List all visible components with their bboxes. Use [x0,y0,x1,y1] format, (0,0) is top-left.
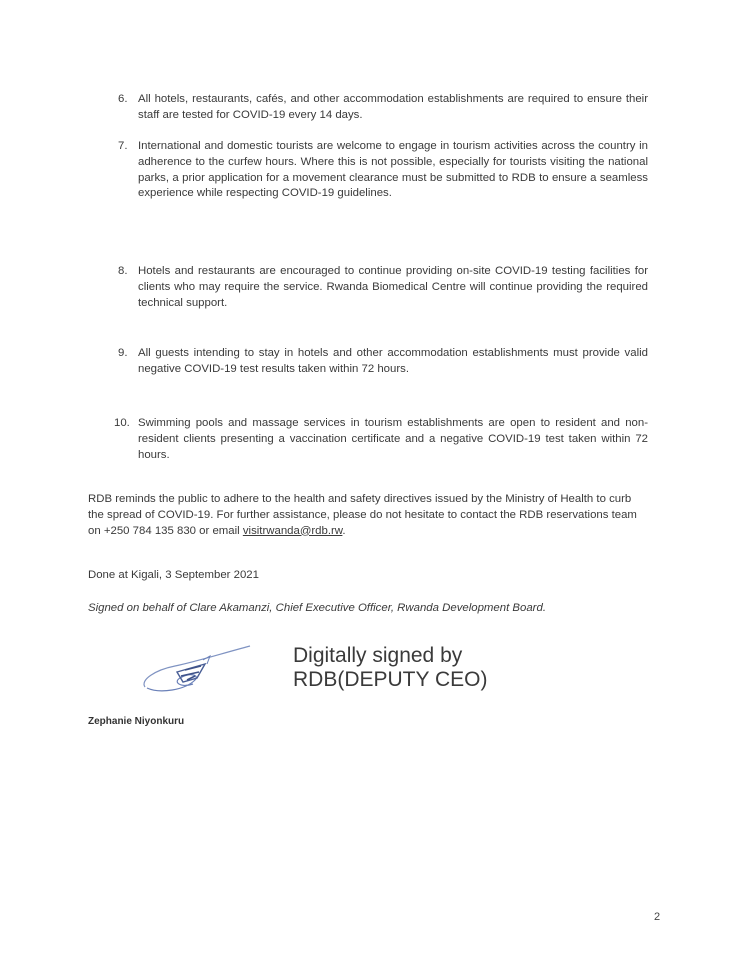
done-at-line: Done at Kigali, 3 September 2021 [88,569,259,581]
list-number: 10. [114,417,130,429]
reminder-paragraph [88,492,643,539]
email-link[interactable]: visitrwanda@rdb.rw [242,524,343,537]
list-item [118,92,648,124]
page-number: 2 [654,911,661,923]
list-text: Hotels and restaurants are encouraged to continue providing on-site COVID-19 testing facilities for clients who may require the service. Rwanda Biomedical Centre will continue providing the required technical support. [138,265,648,309]
list-text: All hotels, restaurants, cafés, and other accommodation establishments are required to ensure their staff are tested for COVID-19 every 14 days. [138,93,648,121]
list-item [118,139,648,202]
reminder-text: RDB reminds the public to adhere to the health and safety directives issued by the Ministry of Health to curb the spread of COVID-19. For further assistance, please do not hesitate to contact the RDB reservations team on +250 784 135 830 or email [88,493,637,537]
signer-name: Zephanie Niyonkuru [88,716,185,727]
list-text: Swimming pools and massage services in tourism establishments are open to resident and non-resident clients presenting a vaccination certificate and a negative COVID-19 test taken within 72 hours. [138,417,648,461]
list-text: International and domestic tourists are welcome to engage in tourism activities across the country in adherence to the curfew hours. Where this is not possible, especially for tourists visiting the national parks, a prior application for a movement clearance must be submitted to RDB to ensure a seamless experience while respecting COVID-19 guidelines. [138,140,648,200]
list-number: 8. [118,265,128,277]
digital-signature-line1: Digitally signed by [293,644,463,667]
list-item [118,346,648,378]
handwritten-signature-icon [135,642,255,704]
list-number: 6. [118,93,128,105]
reminder-end: . [342,524,346,537]
list-number: 9. [118,347,128,359]
list-number: 7. [118,140,128,152]
digital-signature-line2: RDB(DEPUTY CEO) [293,668,488,691]
list-text: All guests intending to stay in hotels and other accommodation establishments must provide valid negative COVID-19 test results taken within 72 hours. [138,347,648,375]
list-item [114,416,648,463]
digital-signature [293,644,487,692]
list-item [118,264,648,311]
signed-on-behalf-line: Signed on behalf of Clare Akamanzi, Chief Executive Officer, Rwanda Development Board. [88,602,546,614]
